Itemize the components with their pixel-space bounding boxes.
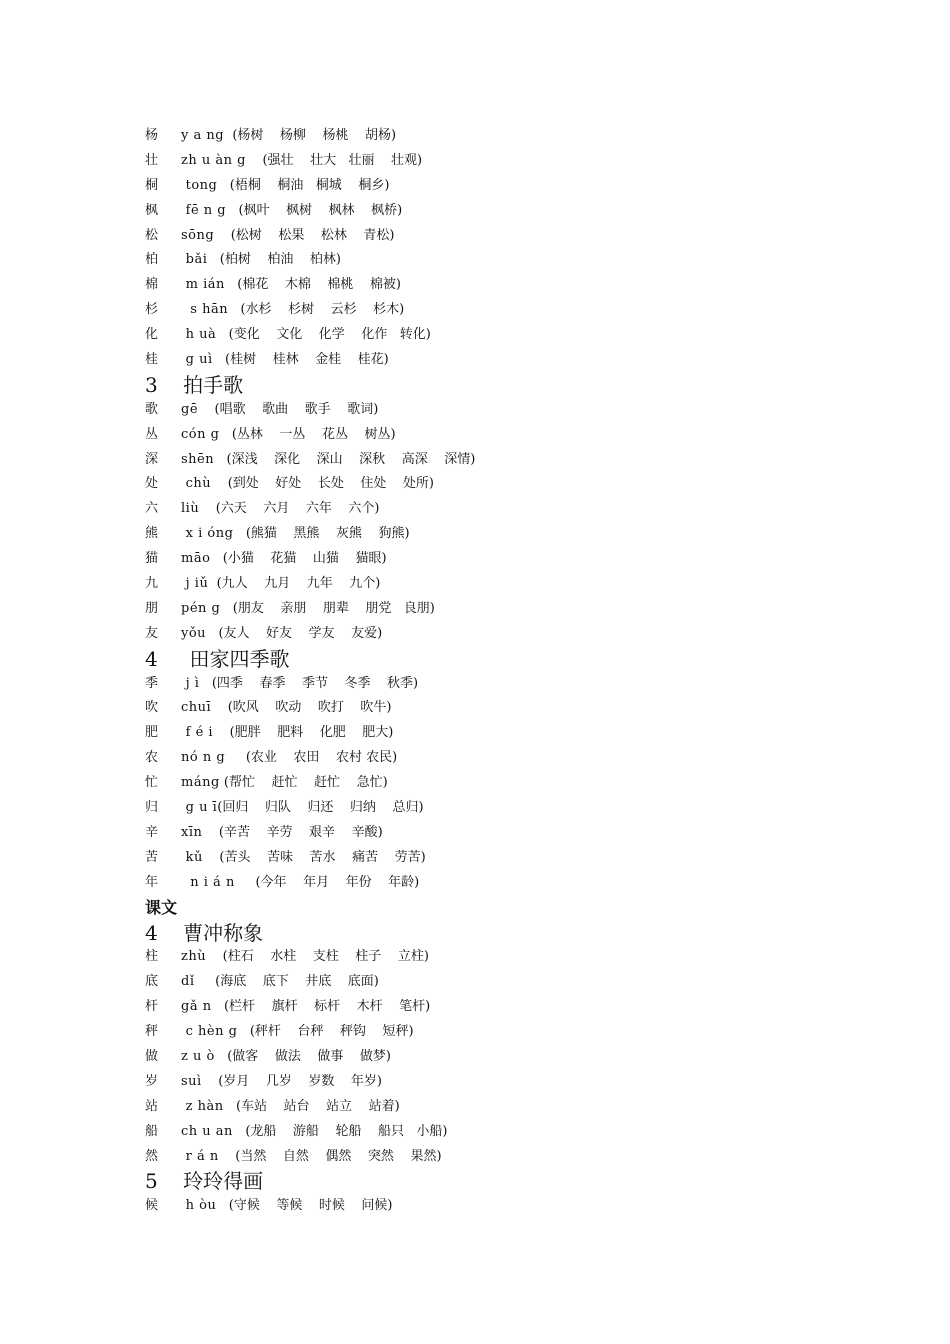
pinyin: tong: [181, 177, 218, 193]
character: 松: [145, 227, 159, 243]
example-words: (深浅 深化 深山 深秋 高深 深情): [214, 451, 476, 467]
vocab-entry: [145, 1070, 905, 1095]
character: 杉: [145, 302, 159, 318]
example-words: (车站 站台 站立 站着): [223, 1098, 400, 1114]
character: 船: [145, 1123, 159, 1139]
vocab-entry: [145, 448, 905, 473]
character: 然: [145, 1148, 159, 1164]
character: 枫: [145, 202, 159, 218]
pinyin: j ì: [181, 675, 200, 691]
vocab-entry: [145, 497, 905, 522]
pinyin: zh u àn g: [181, 152, 246, 168]
pinyin: h òu: [181, 1198, 217, 1214]
vocab-entry: [145, 1020, 905, 1045]
character: 辛: [145, 824, 159, 840]
pinyin: g u ī: [181, 800, 218, 816]
vocab-entry: [145, 821, 905, 846]
example-words: (今年 年月 年份 年龄): [234, 874, 420, 890]
example-words: (到处 好处 长处 住处 处所): [211, 476, 434, 492]
vocab-entry: [145, 547, 905, 572]
character: 年: [145, 874, 159, 890]
example-words: (枫叶 枫树 枫林 枫桥): [226, 202, 403, 218]
character: 歌: [145, 401, 159, 417]
character: 底: [145, 974, 159, 990]
pinyin: nó n g: [181, 750, 226, 766]
character: 猫: [145, 551, 159, 567]
example-words: (辛苦 辛劳 艰辛 辛酸): [202, 824, 383, 840]
pinyin: r á n: [181, 1148, 219, 1164]
example-words: (做客 做法 做事 做梦): [214, 1048, 391, 1064]
character: 六: [145, 501, 159, 517]
example-words: (当然 自然 偶然 突然 果然): [218, 1148, 442, 1164]
character: 肥: [145, 725, 159, 741]
pinyin: bǎi: [181, 252, 208, 268]
character: 杆: [145, 999, 159, 1015]
character: 季: [145, 675, 159, 691]
character: 深: [145, 451, 159, 467]
pinyin: gǎ n: [181, 999, 212, 1015]
character: 朋: [145, 600, 159, 616]
character: 秤: [145, 1024, 159, 1040]
character: 丛: [145, 426, 159, 442]
vocab-entry: [145, 1095, 905, 1120]
example-words: (四季 春季 季节 冬季 秋季): [199, 675, 419, 691]
vocab-entry: [145, 846, 905, 871]
pinyin: zhù: [181, 949, 207, 965]
vocab-entry: [145, 248, 905, 273]
lesson-heading: 4 曹冲称象: [145, 920, 264, 945]
pinyin: z u ò: [181, 1048, 215, 1064]
example-words: (六天 六月 六年 六个): [199, 501, 380, 517]
character: 化: [145, 327, 159, 343]
pinyin: dǐ: [181, 974, 195, 990]
example-words: (岁月 几岁 岁数 年岁): [201, 1073, 382, 1089]
pinyin: māo: [181, 551, 211, 567]
character: 桂: [145, 352, 159, 368]
pinyin: pén g: [181, 600, 221, 616]
vocab-entry: [145, 796, 905, 821]
pinyin: ch u an: [181, 1123, 233, 1139]
example-words: (变化 文化 化学 化作 转化): [216, 327, 431, 343]
pinyin: fē n g: [181, 202, 227, 218]
pinyin: cón g: [181, 426, 220, 442]
vocab-entry: [145, 124, 905, 149]
character: 站: [145, 1098, 159, 1114]
section-label: 课文: [145, 897, 178, 917]
lesson-heading: 5 玲玲得画: [145, 1169, 264, 1194]
example-words: (守候 等候 时候 问候): [216, 1198, 393, 1214]
character: 九: [145, 576, 159, 592]
example-words: (龙船 游船 轮船 船只 小船): [232, 1123, 448, 1139]
pinyin: xīn: [181, 824, 203, 840]
example-words: (小猫 花猫 山猫 猫眼): [210, 551, 387, 567]
vocab-entry: [145, 871, 905, 896]
pinyin: h uà: [181, 327, 217, 343]
example-words: (海底 底下 井底 底面): [194, 974, 379, 990]
document-body: [145, 124, 905, 1219]
pinyin: f é i: [181, 725, 214, 741]
vocab-entry: [145, 1045, 905, 1070]
example-words: (九人 九月 九年 九个): [208, 576, 381, 592]
example-words: (熊猫 黑熊 灰熊 狗熊): [233, 526, 410, 542]
vocab-entry: [145, 398, 905, 423]
character: 做: [145, 1048, 159, 1064]
example-words: (栏杆 旗杆 标杆 木杆 笔杆): [211, 999, 431, 1015]
vocab-entry: [145, 522, 905, 547]
pinyin: máng: [181, 775, 220, 791]
lesson-heading: 3 拍手歌: [145, 372, 244, 397]
vocab-entry: [145, 771, 905, 796]
pinyin: gē: [181, 401, 199, 417]
vocab-entry: [145, 199, 905, 224]
character: 归: [145, 800, 159, 816]
character: 壮: [145, 152, 159, 168]
example-words: (柏树 柏油 柏林): [207, 252, 341, 268]
pinyin: z hàn: [181, 1098, 224, 1114]
example-words: (梧桐 桐油 桐城 桐乡): [217, 177, 390, 193]
character: 熊: [145, 526, 159, 542]
vocab-entry: [145, 696, 905, 721]
vocab-entry: [145, 1194, 905, 1219]
character: 柏: [145, 252, 159, 268]
character: 吹: [145, 700, 159, 716]
pinyin: shēn: [181, 451, 215, 467]
example-words: (杨树 杨柳 杨桃 胡杨): [224, 128, 397, 143]
example-words: (苦头 苦味 苦水 痛苦 劳苦): [202, 849, 426, 865]
vocab-entry: [145, 323, 905, 348]
pinyin: j iǔ: [181, 576, 209, 592]
vocab-entry: [145, 597, 905, 622]
vocab-entry: [145, 273, 905, 298]
vocab-entry: [145, 348, 905, 373]
character: 杨: [145, 128, 159, 143]
example-words: (桂树 桂林 金桂 桂花): [212, 352, 389, 368]
example-words: (松树 松果 松林 青松): [214, 227, 395, 243]
example-words: (棉花 木棉 棉桃 棉被): [224, 277, 402, 293]
character: 桐: [145, 177, 159, 193]
pinyin: g uì: [181, 352, 213, 368]
vocab-entry: [145, 1145, 905, 1170]
pinyin: chuī: [181, 700, 212, 716]
pinyin: s hān: [181, 302, 229, 318]
pinyin: liù: [181, 501, 200, 517]
example-words: (秤杆 台秤 秤钩 短秤): [237, 1024, 414, 1040]
example-words: (回归 归队 归还 归纳 总归): [217, 800, 424, 816]
vocab-entry: [145, 672, 905, 697]
lesson-heading: 4 田家四季歌: [145, 646, 290, 671]
vocab-entry: [145, 746, 905, 771]
pinyin: x i óng: [181, 526, 234, 542]
example-words: (柱石 水柱 支柱 柱子 立柱): [206, 949, 429, 965]
example-words: (友人 好友 学友 友爱): [206, 625, 383, 641]
character: 棉: [145, 277, 159, 293]
vocab-entry: [145, 945, 905, 970]
vocab-entry: [145, 721, 905, 746]
example-words: (朋友 亲朋 朋辈 朋党 良朋): [220, 600, 435, 616]
pinyin: yǒu: [181, 625, 207, 641]
vocab-entry: [145, 472, 905, 497]
character: 苦: [145, 849, 159, 865]
vocab-entry: [145, 995, 905, 1020]
character: 柱: [145, 949, 159, 965]
vocab-entry: [145, 423, 905, 448]
vocab-entry: [145, 572, 905, 597]
character: 农: [145, 750, 159, 766]
pinyin: c hèn g: [181, 1024, 238, 1040]
vocab-entry: [145, 224, 905, 249]
character: 候: [145, 1198, 159, 1214]
example-words: (丛林 一丛 花丛 树丛): [219, 426, 396, 442]
vocab-entry: [145, 622, 905, 647]
example-words: (吹风 吹动 吹打 吹牛): [211, 700, 392, 716]
vocab-entry: [145, 149, 905, 174]
vocab-entry: [145, 174, 905, 199]
vocab-entry: [145, 298, 905, 323]
pinyin: y a ng: [181, 128, 225, 143]
pinyin: kǔ: [181, 849, 203, 865]
pinyin: chù: [181, 476, 212, 492]
example-words: (水杉 杉树 云杉 杉木): [228, 302, 405, 318]
character: 友: [145, 625, 159, 641]
pinyin: sōng: [181, 227, 215, 243]
character: 处: [145, 476, 159, 492]
vocab-entry: [145, 970, 905, 995]
pinyin: n i á n: [181, 874, 235, 890]
character: 岁: [145, 1073, 159, 1089]
example-words: (唱歌 歌曲 歌手 歌词): [198, 401, 379, 417]
character: 忙: [145, 775, 159, 791]
example-words: (帮忙 赶忙 赶忙 急忙): [219, 775, 388, 791]
example-words: (农业 农田 农村 农民): [225, 750, 398, 766]
pinyin: m ián: [181, 277, 225, 293]
example-words: (肥胖 肥料 化肥 肥大): [213, 725, 394, 741]
pinyin: suì: [181, 1073, 202, 1089]
vocab-entry: [145, 1120, 905, 1145]
example-words: (强壮 壮大 壮丽 壮观): [245, 152, 423, 168]
